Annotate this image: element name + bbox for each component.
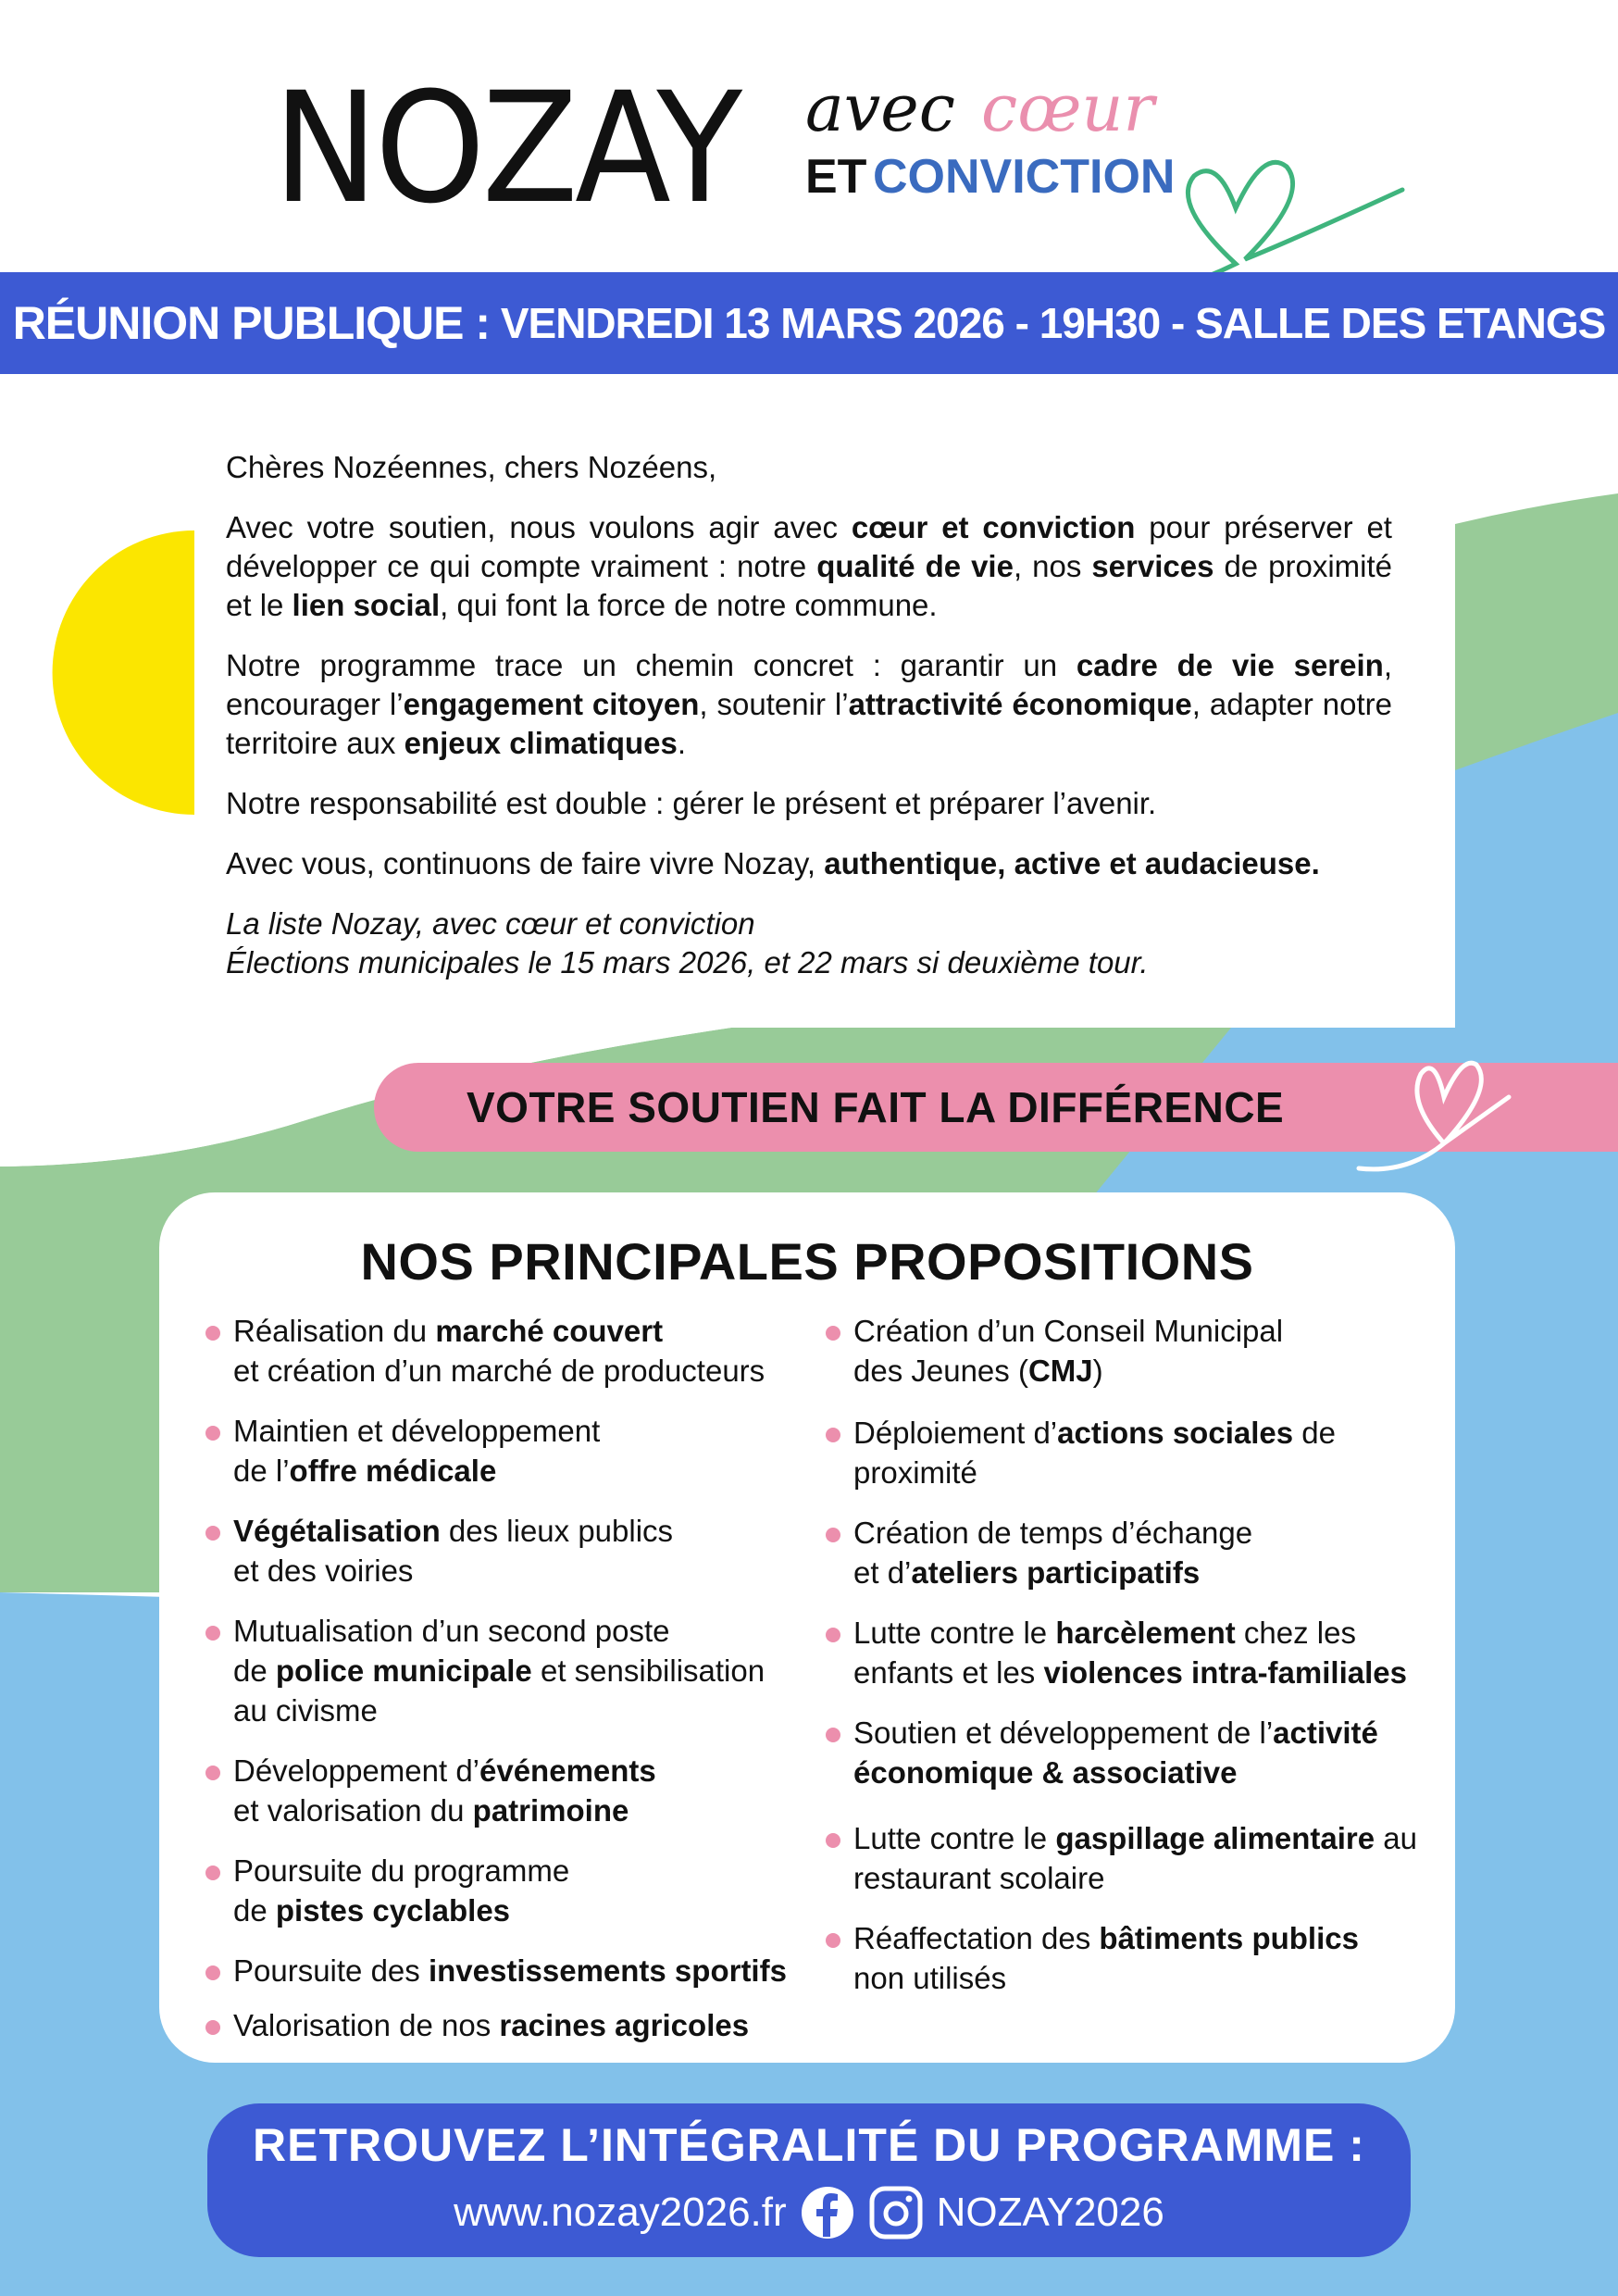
letter-paragraph-4 [226, 844, 1392, 883]
proposition-item [205, 1411, 807, 1491]
propositions-left-column [205, 1311, 807, 2045]
bold-text: ateliers participatifs [911, 1555, 1201, 1590]
letter-paragraph-3: Notre responsabilité est double : gérer le présent et préparer l’avenir. [226, 786, 1157, 820]
proposition-item [205, 1611, 807, 1730]
text: chez les [1235, 1616, 1356, 1650]
text: Notre programme trace un chemin concret : garantir un [226, 648, 1077, 682]
bold-text: économique & associative [853, 1755, 1238, 1790]
bold-text: harcèlement [1055, 1616, 1236, 1650]
bold-text: cadre de vie serein [1076, 648, 1384, 682]
text: Avec votre soutien, nous voulons agir avec [226, 510, 852, 544]
text: au civisme [233, 1693, 378, 1728]
text: Création d’un Conseil Municipal [853, 1314, 1284, 1348]
text: Création de temps d’échange [853, 1516, 1253, 1550]
text: . [677, 726, 687, 760]
text: restaurant scolaire [853, 1861, 1105, 1895]
text: pour préserver et développer ce qui compte vraiment : notre [226, 510, 1392, 583]
text: de [233, 1653, 276, 1688]
bullet-icon [205, 2020, 220, 2035]
text: Poursuite des [233, 1953, 429, 1988]
text: , adapter notre territoire aux [226, 687, 1392, 760]
text: Maintien et développement [233, 1414, 601, 1448]
banner-label: RÉUNION PUBLIQUE : [12, 297, 491, 349]
letter-section [226, 448, 1392, 982]
bullet-icon [826, 1628, 840, 1642]
proposition-item [826, 1513, 1437, 1592]
letter-greeting: Chères Nozéennes, chers Nozéens, [226, 450, 717, 484]
text: , nos [1013, 549, 1092, 583]
text: , qui font la force de notre commune. [440, 588, 938, 622]
bullet-icon [826, 1528, 840, 1542]
text: Lutte contre le [853, 1616, 1056, 1650]
bold-text: patrimoine [472, 1793, 629, 1828]
text: et valorisation du [233, 1793, 473, 1828]
proposition-item [205, 1851, 807, 1930]
facebook-icon[interactable] [800, 2185, 855, 2240]
text: Réaffectation des [853, 1921, 1100, 1955]
text: Lutte contre le [853, 1821, 1056, 1855]
support-bar-text: VOTRE SOUTIEN FAIT LA DIFFÉRENCE [467, 1083, 1285, 1131]
meeting-banner [0, 272, 1618, 374]
bullet-icon [205, 1326, 220, 1341]
proposition-item [826, 1311, 1437, 1391]
text: Déploiement d’ [853, 1416, 1058, 1450]
logo-avec: avec [805, 70, 955, 146]
bullet-icon [826, 1833, 840, 1848]
bold-text: pistes cyclables [275, 1893, 511, 1928]
instagram-icon[interactable] [868, 2185, 924, 2240]
bold-text: investissements sportifs [428, 1953, 787, 1988]
proposition-item [205, 1511, 807, 1591]
bold-text: CMJ [1027, 1354, 1093, 1388]
text: Développement d’ [233, 1753, 479, 1788]
letter-paragraph-2 [226, 646, 1392, 763]
propositions-right-column [826, 1311, 1437, 1998]
bullet-icon [205, 1526, 220, 1541]
website-link[interactable]: www.nozay2026.fr [454, 2190, 787, 2235]
text: des lieux publics [440, 1514, 674, 1548]
bullet-icon [826, 1728, 840, 1742]
bold-text: bâtiments publics [1099, 1921, 1359, 1955]
campaign-logo [273, 59, 1384, 250]
letter-signature [226, 905, 1392, 982]
bold-text: enjeux climatiques [404, 726, 678, 760]
proposition-item [826, 1918, 1437, 1998]
bold-text: actions sociales [1057, 1416, 1294, 1450]
proposition-item [826, 1413, 1437, 1492]
text: Réalisation du [233, 1314, 436, 1348]
cta-title: RETROUVEZ L’INTÉGRALITÉ DU PROGRAMME : [253, 2119, 1365, 2171]
signature-line-2: Élections municipales le 15 mars 2026, et 22 mars si deuxième tour. [226, 945, 1149, 980]
bold-text: cœur et conviction [851, 510, 1136, 544]
text: Avec vous, continuons de faire vivre Nozay, [226, 846, 825, 880]
text: , encourager l’ [226, 648, 1392, 721]
bold-text: services [1091, 549, 1214, 583]
text: et sensibilisation [531, 1653, 765, 1688]
bold-text: engagement citoyen [403, 687, 700, 721]
text: Soutien et développement de l’ [853, 1716, 1274, 1750]
bullet-icon [826, 1326, 840, 1341]
bold-text: attractivité économique [848, 687, 1192, 721]
bold-text: racines agricoles [499, 2008, 750, 2042]
bullet-icon [826, 1428, 840, 1442]
bold-text: offre médicale [289, 1454, 497, 1488]
bold-text: violences intra-familiales [1043, 1655, 1407, 1690]
bold-text: authentique, active et audacieuse. [824, 846, 1320, 880]
bullet-icon [826, 1933, 840, 1948]
bold-text: police municipale [275, 1653, 532, 1688]
bullet-icon [205, 1866, 220, 1880]
bold-text: activité [1273, 1716, 1378, 1750]
bullet-icon [205, 1965, 220, 1980]
text: de [233, 1893, 276, 1928]
text: non utilisés [853, 1961, 1007, 1995]
text: au [1375, 1821, 1417, 1855]
logo-nozay: NOZAY [273, 59, 740, 237]
text: enfants et les [853, 1655, 1044, 1690]
text: Poursuite du programme [233, 1853, 570, 1888]
proposition-item [205, 1951, 807, 1990]
bullet-icon [205, 1766, 220, 1780]
text: de [1293, 1416, 1336, 1450]
text: de l’ [233, 1454, 290, 1488]
banner-details: VENDREDI 13 MARS 2026 - 19H30 - SALLE DES ETANGS [490, 299, 1606, 347]
text: Valorisation de nos [233, 2008, 500, 2042]
propositions-card [159, 1192, 1455, 2063]
bold-text: qualité de vie [816, 549, 1014, 583]
bold-text: Végétalisation [233, 1514, 441, 1548]
text: , soutenir l’ [699, 687, 849, 721]
logo-coeur: cœur [981, 70, 1154, 146]
text: des Jeunes ( [853, 1354, 1028, 1388]
text: et des voiries [233, 1554, 414, 1588]
social-handle[interactable]: NOZAY2026 [936, 2190, 1164, 2235]
text: proximité [853, 1455, 977, 1490]
text: et création d’un marché de producteurs [233, 1354, 765, 1388]
bold-text: événements [479, 1753, 656, 1788]
proposition-item [826, 1613, 1437, 1692]
proposition-item [205, 2005, 807, 2045]
proposition-item [826, 1818, 1437, 1898]
text: et d’ [853, 1555, 912, 1590]
bullet-icon [205, 1426, 220, 1441]
heart-outline-icon [1314, 1055, 1527, 1185]
green-shape-left [0, 1167, 185, 1592]
bold-text: gaspillage alimentaire [1055, 1821, 1375, 1855]
bold-text: marché couvert [435, 1314, 664, 1348]
cta-contacts [207, 2185, 1411, 2240]
logo-conviction: CONVICTION [873, 150, 1176, 204]
bold-text: lien social [292, 588, 441, 622]
bullet-icon [205, 1626, 220, 1641]
propositions-title: NOS PRINCIPALES PROPOSITIONS [360, 1232, 1254, 1291]
logo-et: ET [805, 150, 867, 204]
signature-line-1: La liste Nozay, avec cœur et conviction [226, 906, 755, 941]
text: de proximité et le [226, 549, 1392, 622]
program-cta [207, 2103, 1411, 2257]
text: Mutualisation d’un second poste [233, 1614, 670, 1648]
text: ) [1092, 1354, 1103, 1388]
proposition-item [205, 1751, 807, 1830]
proposition-item [205, 1311, 807, 1391]
proposition-item [826, 1713, 1437, 1792]
letter-paragraph-1 [226, 508, 1392, 625]
